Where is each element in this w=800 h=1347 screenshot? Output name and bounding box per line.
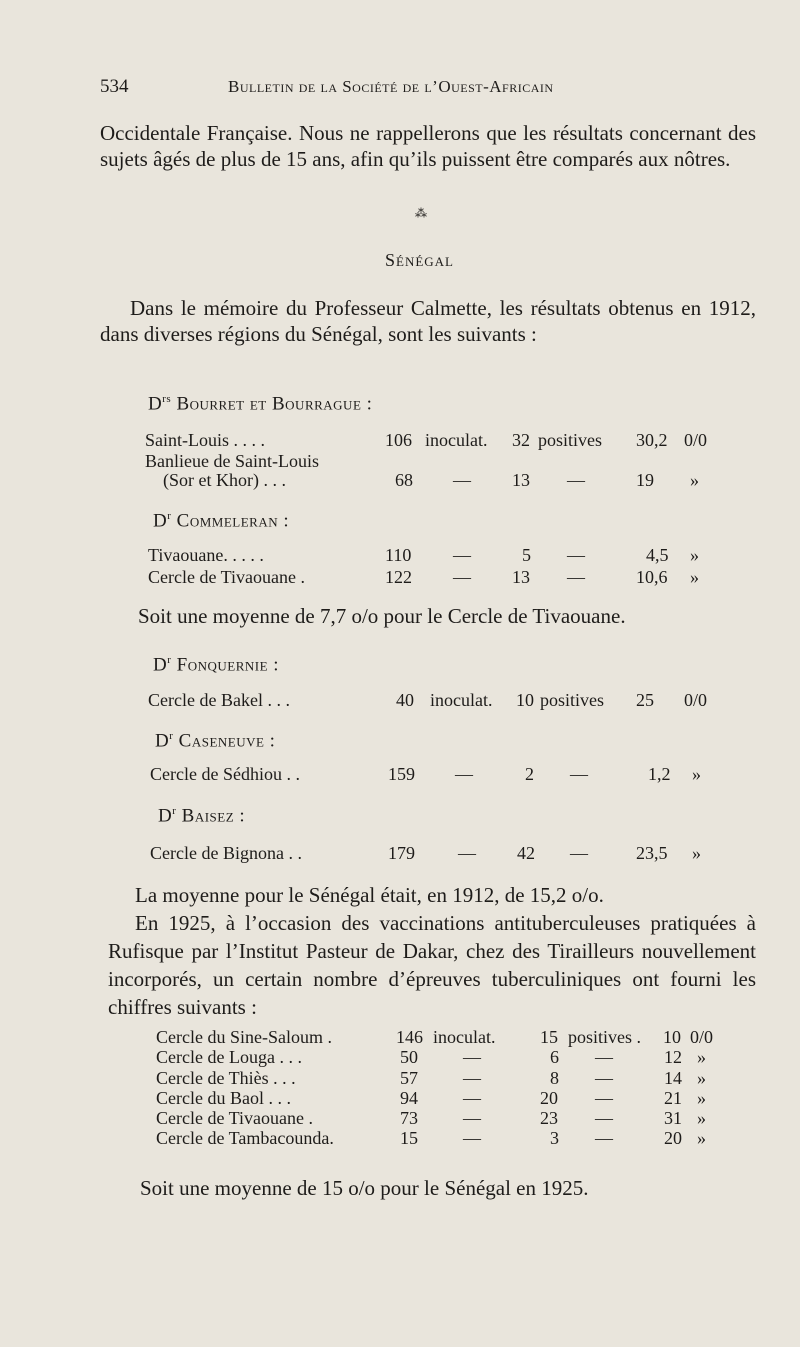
- running-title: Bulletin de la Société de l’Ouest-Africain: [228, 77, 554, 96]
- tivaouane-summary: Soit une moyenne de 7,7 o/o pour le Cercle de Tivaouane.: [138, 604, 626, 628]
- doctor-heading: $D^r$ Commeleran :: [153, 510, 290, 532]
- doctor-heading: $D^r$ Baisez :: [158, 805, 246, 827]
- page-number: 534: [100, 76, 129, 97]
- final-summary: Soit une moyenne de 15 o/o pour le Sénégal en 1925.: [140, 1176, 589, 1200]
- doctor-heading: $D^r$ Fonquernie :: [153, 654, 280, 676]
- intro-paragraph: Occidentale Française. Nous ne rappellerons que les résultats concernant des sujets âgés de plus de 15 ans, afin qu’ils puissent être comparés aux nôtres.: [100, 121, 756, 171]
- rufisque-paragraph: En 1925, à l’occasion des vaccinations antituberculeuses pratiquées à Rufisque par l’Institut Pasteur de Dakar, chez des Tirailleurs nouvellement incorporés, un certain nombre d’épreuves tuberculiniques ont fourni les chiffres suivants :: [108, 911, 756, 1019]
- doctor-heading: $D^r$ Caseneuve :: [155, 730, 276, 752]
- calmette-paragraph: Dans le mémoire du Professeur Calmette, les résultats obtenus en 1912, dans diverses régions du Sénégal, sont les suivants :: [100, 296, 756, 346]
- section-title: Sénégal: [385, 250, 454, 270]
- mean-1912: La moyenne pour le Sénégal était, en 1912, de 15,2 o/o.: [135, 883, 604, 907]
- doctor-heading: $D^{rs}$ Bourret et Bourrague :: [148, 393, 373, 415]
- document-page: 534 Bulletin de la Société de l’Ouest-Africain Occidentale Française. Nous ne rappellerons que les résultats concernant des sujets âgés de plus de 15 ans, afin qu’ils puissent être comparés aux nôtres. ⁂ Sénégal Dans le mémoire du Professeur Calmette, les résultats obtenus en 1912, dans diverses régions du Sénégal, sont les suivants : $D^{rs}$ Bourret et Bourrague : Saint-Louis . . . . 106 inoculat. 32 positives 30,2 0/0 Banlieue de Saint-Louis (Sor et Khor) . . . 68 — 13 — 19 » $D^r$ Commeleran : Tivaouane. . . . . 110 — 5 — 4,5 » Cercle de Tivaouane . 122 — 13 — 10,6 » Soit une moyenne de 7,7 o/o pour le Cercle de Tivaouane. $D^r$ Fonquernie : Cercle de Bakel . . . 40 inoculat. 10 positives 25 0/0 $D^r$ Caseneuve : Cercle de Sédhiou . . 159 — 2 — 1,2 » $D^r$ Baisez : Cercle de Bignona . . 179 — 42 — 23,5 » La moyenne pour le Sénégal était, en 1912, de 15,2 o/o. En 1925, à l’occasion des vaccinations antituberculeuses pratiquées à Rufisque par l’Institut Pasteur de Dakar, chez des Tirailleurs nouvellement incorporés, un certain nombre d’épreuves tuberculiniques ont fourni les chiffres suivants : Cercle du Sine-Saloum . 146 inoculat. 15 positives . 10 0/0 Cercle de Louga . . . 50 — 6 — 12 » Cercle de Thiès . . . 57 — 8 — 14 » Cercle du Baol . . . 94 — 20 — 21 » Cercle de Tivaouane . 73 — 23 — 31 » Cercle de Tambacounda. 15 — 3 — 20 » Soit une moyenne de 15 o/o pour le Sénégal en 1925.: [100, 76, 756, 1200]
- ornament-asterism: ⁂: [415, 206, 427, 220]
